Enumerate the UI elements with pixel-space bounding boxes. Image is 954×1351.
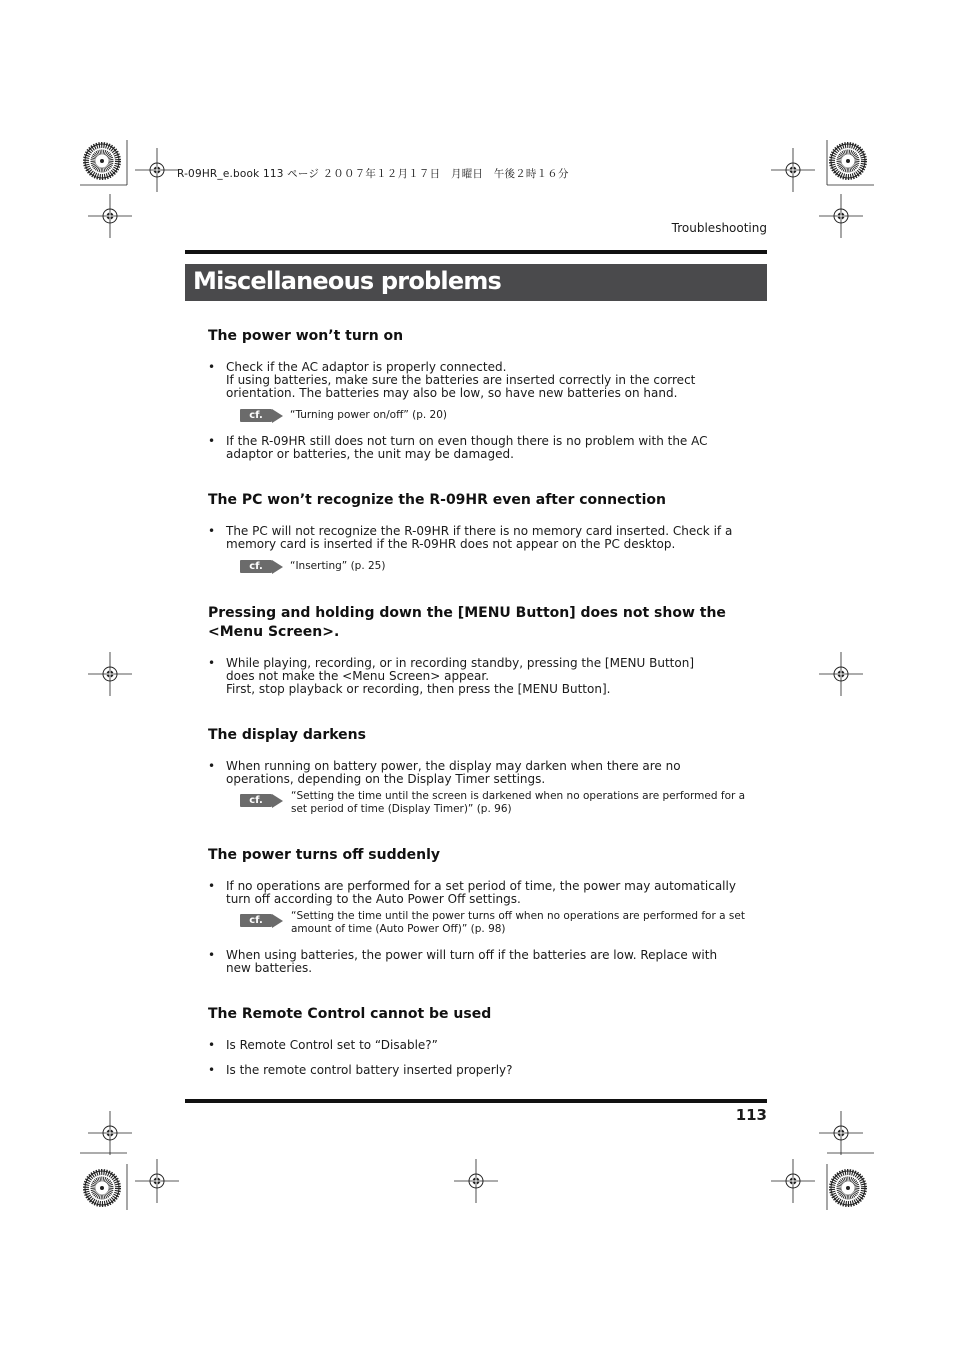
list-item-text: When running on battery power, the display may darken when there are no operations, depending on the Display Timer settings. <box>226 759 681 786</box>
page-title: Miscellaneous problems <box>193 267 502 295</box>
cross-reference-text: “Inserting” (p. 25) <box>290 560 386 572</box>
list-item-text: If the R-09HR still does not turn on even though there is no problem with the AC adaptor or batteries, the unit may be damaged. <box>226 434 708 461</box>
section-heading: The PC won’t recognize the R-09HR even after connection <box>208 492 666 508</box>
section-heading: Pressing and holding down the [MENU Button] does not show the <Menu Screen>. <box>208 605 726 640</box>
title-bar <box>185 264 767 301</box>
page-number: 113 <box>735 1106 767 1124</box>
list-item-text: The PC will not recognize the R-09HR if there is no memory card inserted. Check if a memory card is inserted if the R-09HR does not appear on the PC desktop. <box>226 524 733 551</box>
section-heading: The power turns off suddenly <box>208 847 441 863</box>
cf-arrow-icon <box>272 794 283 808</box>
list-item-text: If no operations are performed for a set period of time, the power may automatically turn off according to the Auto Power Off settings. <box>226 879 736 906</box>
cf-arrow-icon <box>272 914 283 928</box>
list-item-text: If using batteries, make sure the batteries are inserted correctly in the correct orientation. The batteries may also be low, so have new batteries on hand. <box>226 373 696 400</box>
cross-reference-text: “Turning power on/off” (p. 20) <box>290 409 448 421</box>
section-heading: The display darkens <box>208 727 366 743</box>
cross-reference-text: “Setting the time until the power turns off when no operations are performed for a set amount of time (Auto Power Off)” (p. 98) <box>291 910 745 935</box>
list-item-text: Check if the AC adaptor is properly connected. <box>226 360 507 374</box>
cf-arrow-icon <box>272 409 283 423</box>
cf-icon: cf. <box>240 794 272 807</box>
cross-reference-text: “Setting the time until the screen is darkened when no operations are performed for a set period of time (Display Timer)” (p. 96) <box>291 790 746 815</box>
print-header: R-09HR_e.book 113 ページ ２００７年１２月１７日 月曜日 午後２時１６分 <box>177 168 569 180</box>
list-item-text: When using batteries, the power will turn off if the batteries are low. Replace with new batteries. <box>226 948 718 975</box>
bottom-rule <box>185 1099 767 1103</box>
list-item-text: Is the remote control battery inserted properly? <box>226 1063 513 1077</box>
list-item-text: While playing, recording, or in recording standby, pressing the [MENU Button] does not make the <Menu Screen> appear. <box>226 656 694 683</box>
cf-icon: cf. <box>240 409 272 422</box>
list-item-text: First, stop playback or recording, then press the [MENU Button]. <box>226 682 611 696</box>
cf-icon: cf. <box>240 560 272 573</box>
section-heading: The Remote Control cannot be used <box>208 1006 492 1022</box>
list-item-text: Is Remote Control set to “Disable?” <box>226 1038 438 1052</box>
top-rule <box>185 250 767 254</box>
section-heading: The power won’t turn on <box>208 328 404 344</box>
section-tab: Troubleshooting <box>671 221 767 235</box>
cf-arrow-icon <box>272 560 283 574</box>
cf-icon: cf. <box>240 914 272 927</box>
